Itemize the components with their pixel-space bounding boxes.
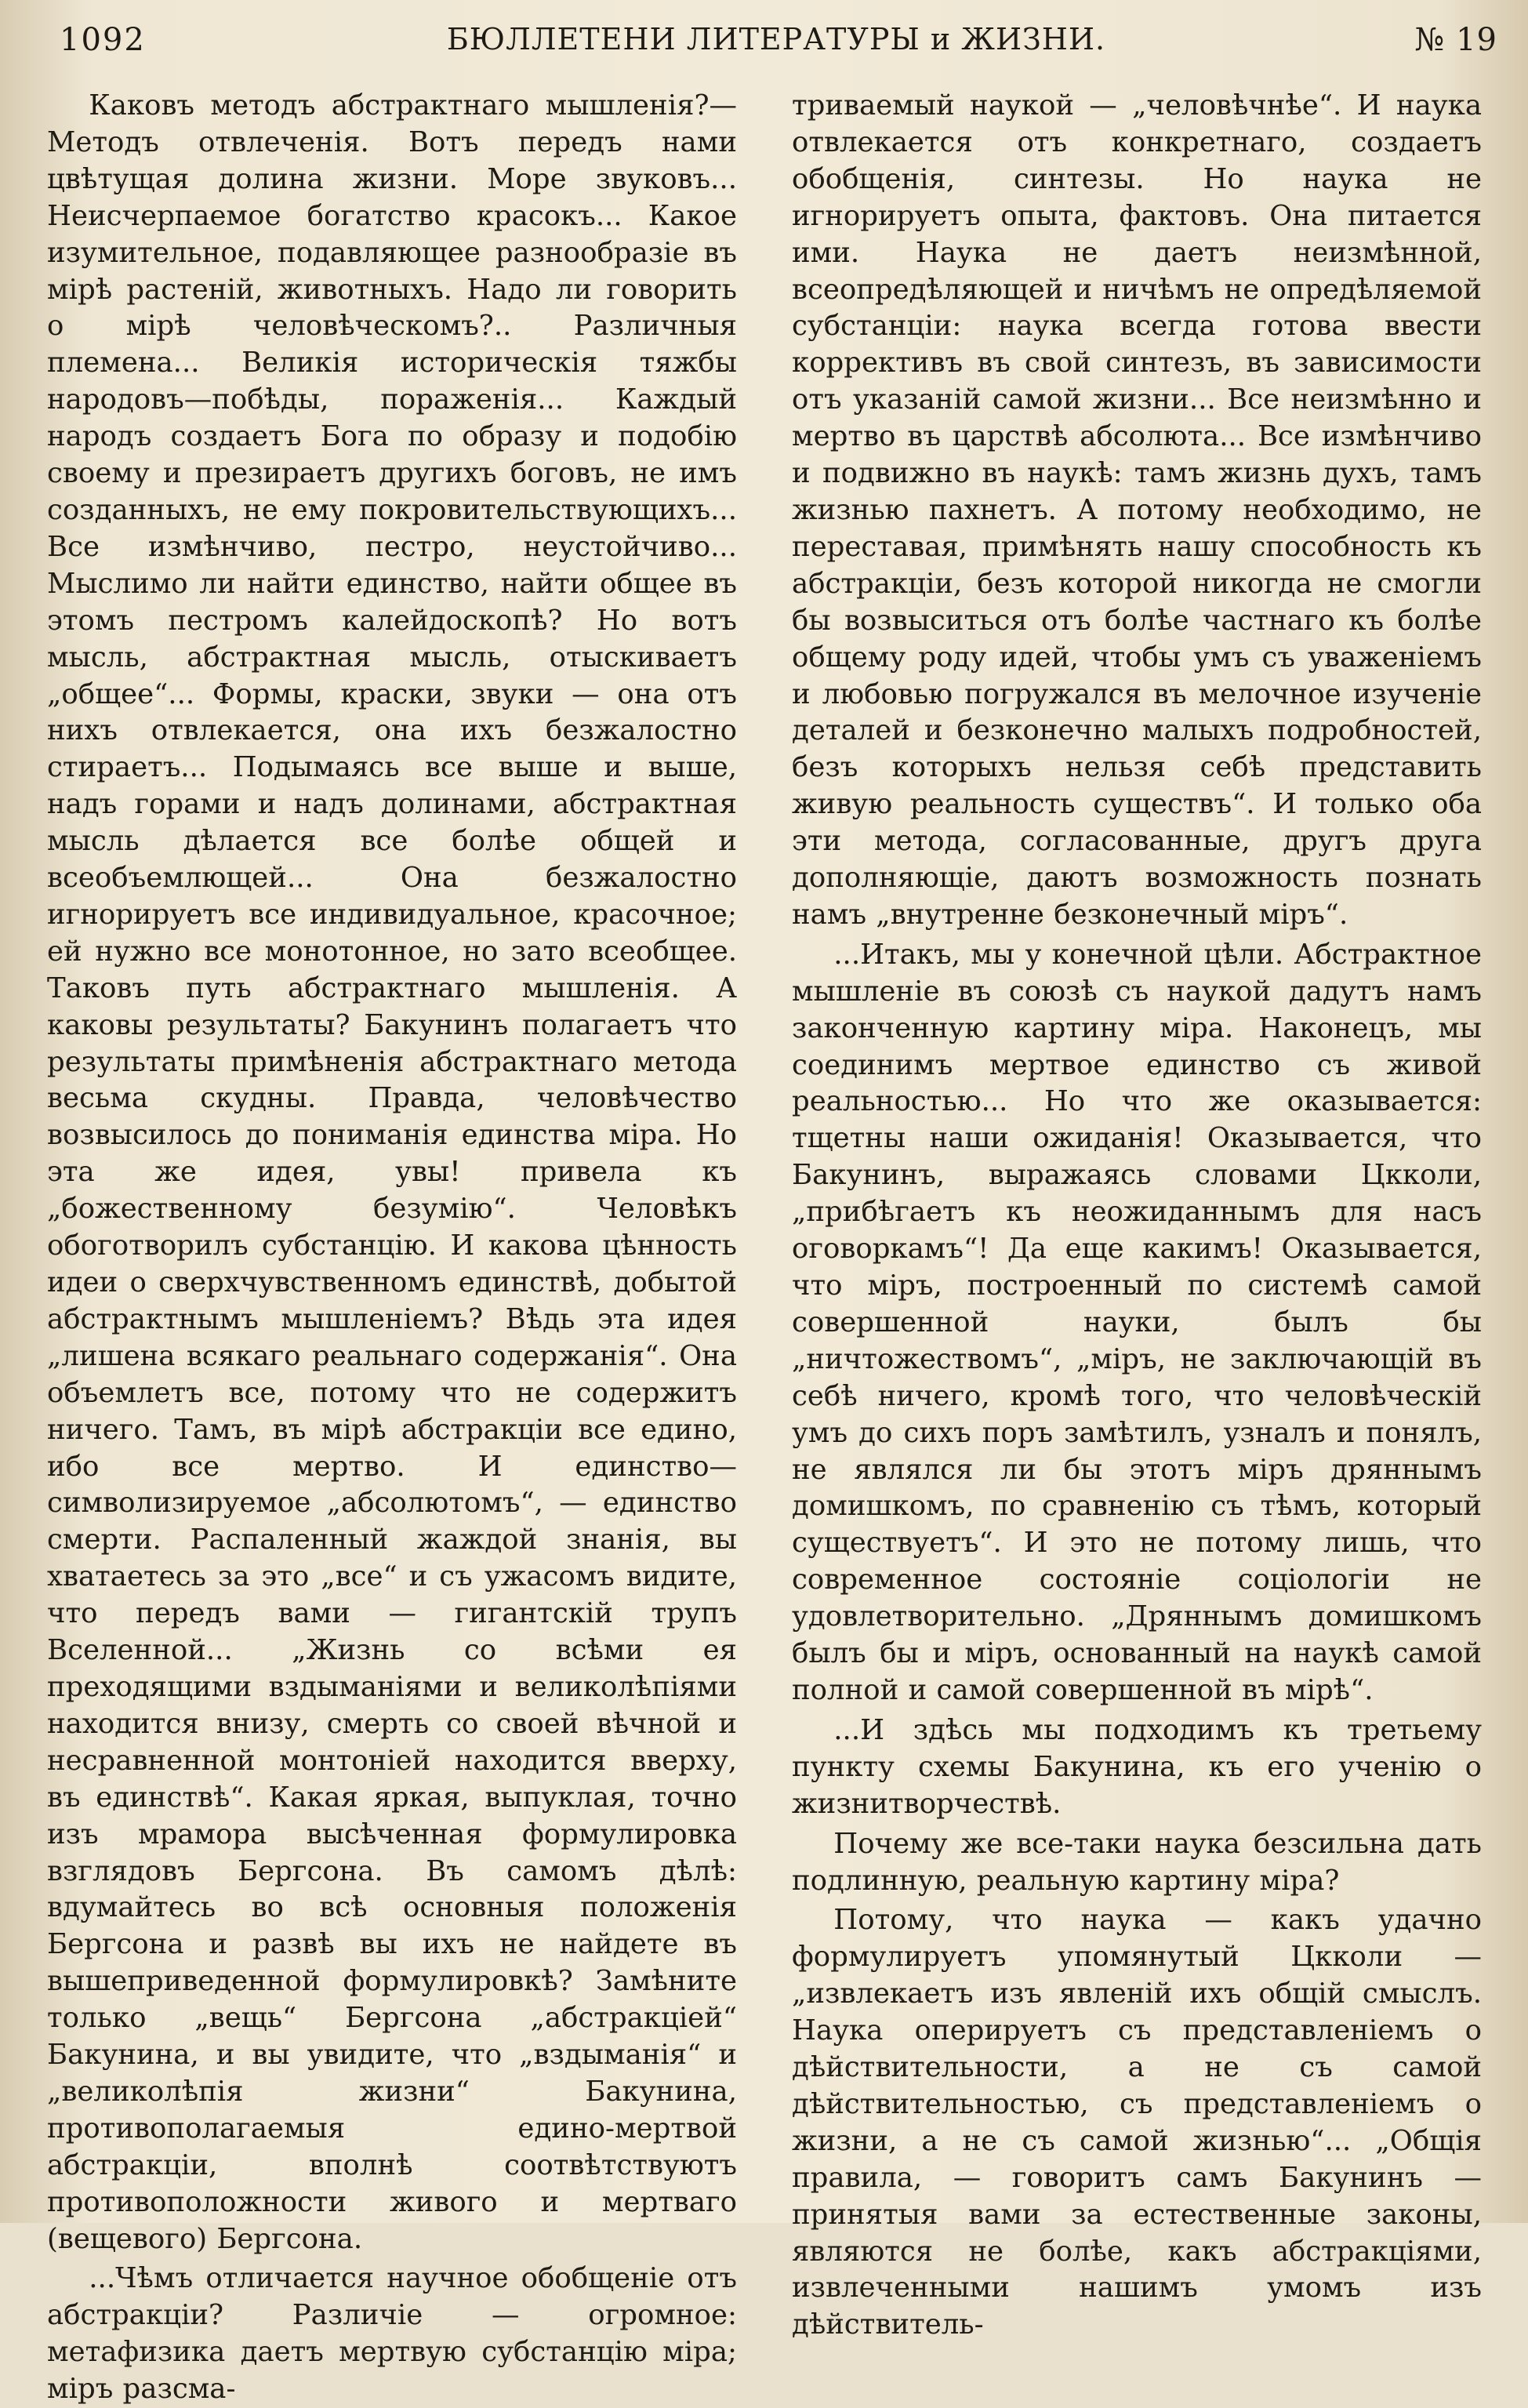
paragraph: ...И здѣсь мы подходимъ къ третьему пункту схемы Бакунина, къ его ученію о жизнитворчествѣ. bbox=[792, 1713, 1482, 1820]
right-column bbox=[792, 88, 1482, 2341]
running-header bbox=[55, 22, 1497, 69]
paragraph: триваемый наукой — „человѣчнѣе“. И наука отвлекается отъ конкретнаго, создаетъ обобщенія, синтезы. Но наука не игнорируетъ опыта, фактовъ. Она питается ими. Наука не даетъ неизмѣнной, всеопредѣляющей и ничѣмъ не опредѣляемой субстанціи: наука всегда готова ввести коррективъ въ свой синтезъ, въ зависимости отъ указаній самой жизни... Все неизмѣнно и мертво въ царствѣ абсолюта... Все измѣнчиво и подвижно въ наукѣ: тамъ жизнь духъ, тамъ жизнью пахнетъ. А потому необходимо, не переставая, примѣнять нашу способность къ абстракціи, безъ которой никогда не смогли бы возвыситься отъ болѣе частнаго къ болѣе общему роду идей, чтобы умъ съ уваженіемъ и любовью погружался въ мелочное изученіе деталей и безконечно малыхъ подробностей, безъ которыхъ нельзя себѣ представить живую реальность существъ“. И только оба эти метода, согласованные, другъ друга дополняющіе, даютъ возможность познать намъ „внутренне безконечный міръ“. bbox=[792, 89, 1482, 931]
paragraph: Потому, что наука — какъ удачно формулируетъ упомянутый Цкколи — „извлекаетъ изъ явленій ихъ общій смыслъ. Наука оперируетъ съ представленіемъ о дѣйствительности, а не съ самой дѣйствительностью, съ представленіемъ о жизни, а не съ самой жизнью“... „Общія правила, — говоритъ самъ Бакунинъ — принятыя вами за естественные законы, являются не болѣе, какъ абстракціями, извлеченными нашимъ умомъ изъ дѣйствитель- bbox=[792, 1904, 1482, 2341]
paragraph: ...Итакъ, мы у конечной цѣли. Абстрактное мышленіе въ союзѣ съ наукой дадутъ намъ законченную картину міра. Наконецъ, мы соединимъ мертвое единство съ живой реальностью... Но что же оказывается: тщетны наши ожиданія! Оказывается, что Бакунинъ, выражаясь словами Цкколи, „прибѣгаетъ къ неожиданнымъ для насъ оговоркамъ“! Да еще какимъ! Оказывается, что міръ, построенный по системѣ самой совершенной науки, былъ бы „ничтожествомъ“, „міръ, не заключающій въ себѣ ничего, кромѣ того, что человѣческій умъ до сихъ поръ замѣтилъ, узналъ и понялъ, не являлся ли бы этотъ міръ дряннымъ домишкомъ, по сравненію съ тѣмъ, который существуетъ“. И это не потому лишь, что современное состояніе соціологіи не удовлетворительно. „Дряннымъ домишкомъ былъ бы и міръ, основанный на наукѣ самой полной и самой совершенной въ мірѣ“. bbox=[792, 938, 1482, 1706]
issue-number: № 19 bbox=[1414, 22, 1497, 58]
page-number: 1092 bbox=[60, 22, 146, 58]
paragraph: Почему же все-таки наука безсильна дать подлинную, реальную картину міра? bbox=[792, 1827, 1482, 1897]
left-column bbox=[47, 88, 737, 2406]
paragraph: Каковъ методъ абстрактнаго мышленія?— Методъ отвлеченія. Вотъ передъ нами цвѣтущая долина жизни. Море звуковъ... Неисчерпаемое богатство красокъ... Какое изумительное, подавляющее разнообразіе въ мірѣ растеній, животныхъ. Надо ли говорить о мірѣ человѣческомъ?.. Различныя племена... Великія историческія тяжбы народовъ—побѣды, пораженія... Каждый народъ создаетъ Бога по образу и подобію своему и презираетъ другихъ боговъ, не имъ созданныхъ, не ему покровительствующихъ... Все измѣнчиво, пестро, неустойчиво... Мыслимо ли найти единство, найти общее въ этомъ пестромъ калейдоскопѣ? Но вотъ мысль, абстрактная мысль, отыскиваетъ „общее“... Формы, краски, звуки — она отъ нихъ отвлекается, она ихъ безжалостно стираетъ... Подымаясь все выше и выше, надъ горами и надъ долинами, абстрактная мысль дѣлается все болѣе общей и всеобъемлющей... Она безжалостно игнорируетъ все индивидуальное, красочное; ей нужно все монотонное, но зато всеобщее. Таковъ путь абстрактнаго мышленія. А каковы результаты? Бакунинъ полагаетъ что результаты примѣненія абстрактнаго метода весьма скудны. Правда, человѣчество возвысилось до пониманія единства міра. Но эта же идея, увы! привела къ „божественному безумію“. Человѣкъ обоготворилъ субстанцію. И какова цѣнность идеи о сверхчувственномъ единствѣ, добытой абстрактнымъ мышленіемъ? Вѣдь эта идея „лишена всякаго реальнаго содержанія“. Она объемлетъ все, потому что не содержитъ ничего. Тамъ, въ мірѣ абстракціи все едино, ибо все мертво. И единство—символизируемое „абсолютомъ“, — единство смерти. Распаленный жаждой знанія, вы хватаетесь за это „все“ и съ ужасомъ видите, что передъ вами — гигантскій трупъ Вселенной... „Жизнь со всѣми ея преходящими вздыманіями и великолѣпіями находится внизу, смерть со своей вѣчной и несравненной монтоніей находится вверху, въ единствѣ“. Какая яркая, выпуклая, точно изъ мрамора высѣченная формулировка взглядовъ Бергсона. Въ самомъ дѣлѣ: вдумайтесь во всѣ основныя положенія Бергсона и развѣ вы ихъ не найдете въ вышеприведенной формулировкѣ? Замѣните только „вещь“ Бергсона „абстракціей“ Бакунина, и вы увидите, что „вздыманія“ и „великолѣпія жизни“ Бакунина, противополагаемыя едино-мертвой абстракціи, вполнѣ соотвѣтствуютъ противоположности живого и мертваго (вещевого) Бергсона. bbox=[47, 89, 737, 2255]
paragraph: ...Чѣмъ отличается научное обобщеніе отъ абстракціи? Различіе — огромное: метафизика даетъ мертвую субстанцію міра; міръ разсма- bbox=[47, 2262, 737, 2406]
running-title: БЮЛЛЕТЕНИ ЛИТЕРАТУРЫ и ЖИЗНИ. bbox=[446, 22, 1106, 56]
